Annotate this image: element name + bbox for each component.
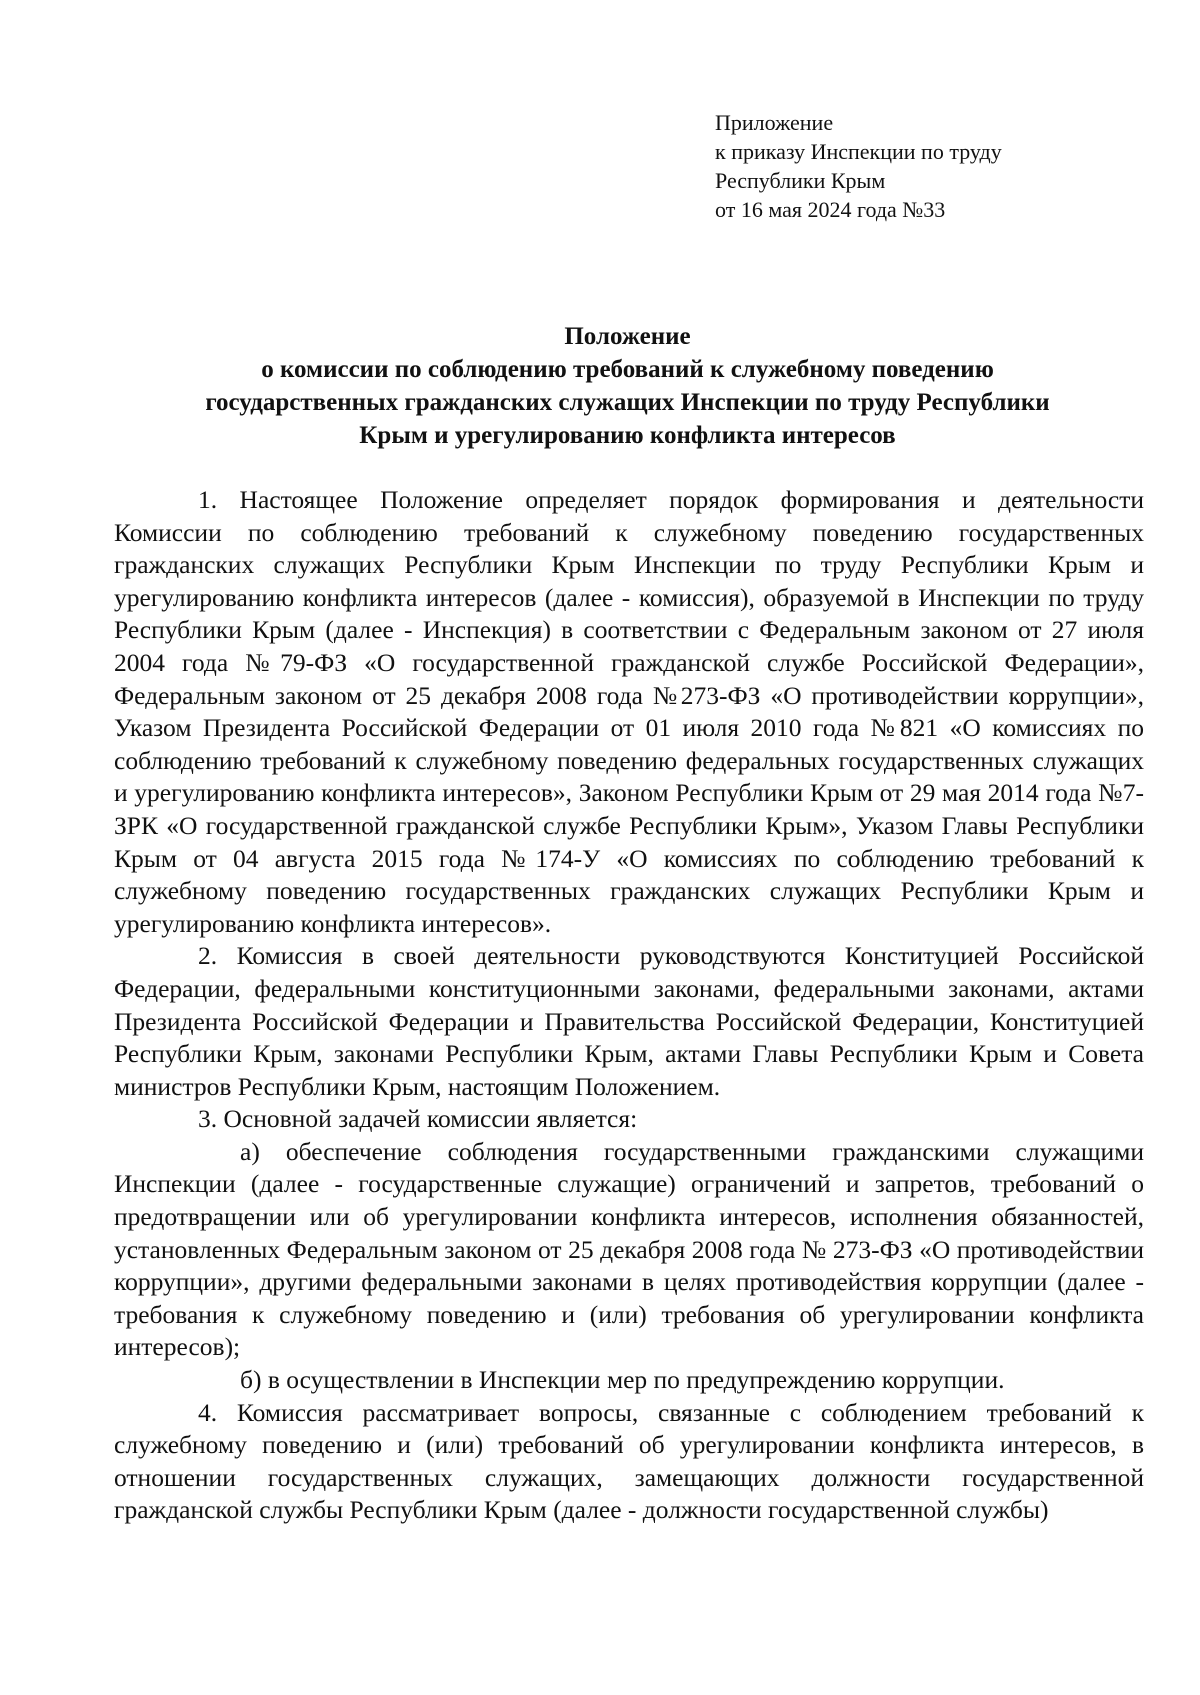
paragraph-3: 3. Основной задачей комиссии является: bbox=[198, 1104, 638, 1134]
appendix-header bbox=[715, 108, 1135, 224]
title-line-3: государственных гражданских служащих Инспекции по труду Республики bbox=[205, 389, 1050, 416]
appendix-line-4: от 16 мая 2024 года №33 bbox=[715, 197, 946, 222]
document-title bbox=[110, 320, 1145, 452]
appendix-line-2: к приказу Инспекции по труду bbox=[715, 139, 1002, 164]
paragraph-3b: б) в осуществлении в Инспекции мер по предупреждению коррупции. bbox=[240, 1365, 1005, 1395]
appendix-line-1: Приложение bbox=[715, 110, 834, 135]
paragraph-4: 4. Комиссия рассматривает вопросы, связанные с соблюдением требований к служебному поведению и (или) требований об урегулировании конфликта интересов, в отношении государственных служащих, замещающих должности государственной гражданской службы Республики Крым (далее - должности государственной службы) bbox=[114, 1397, 1144, 1525]
title-line-1: Положение bbox=[564, 323, 691, 350]
appendix-line-3: Республики Крым bbox=[715, 168, 886, 193]
title-line-4: Крым и урегулированию конфликта интересов bbox=[359, 422, 896, 449]
title-line-2: о комиссии по соблюдению требований к служебному поведению bbox=[261, 356, 994, 383]
document-body bbox=[114, 484, 1144, 1527]
paragraph-3a: а) обеспечение соблюдения государственными гражданскими служащими Инспекции (далее - государственные служащие) ограничений и запретов, требований о предотвращении или об урегулировании конфликта интересов, исполнения обязанностей, установленных Федеральным законом от 25 декабря 2008 года № 273-ФЗ «О противодействии коррупции», другими федеральными законами в целях противодействия коррупции (далее - требования к служебному поведению и (или) требования об урегулировании конфликта интересов); bbox=[114, 1136, 1144, 1362]
paragraph-2: 2. Комиссия в своей деятельности руководствуются Конституцией Российской Федерации, федеральными конституционными законами, федеральными законами, актами Президента Российской Федерации и Правительства Российской Федерации, Конституцией Республики Крым, законами Республики Крым, актами Главы Республики Крым и Совета министров Республики Крым, настоящим Положением. bbox=[114, 941, 1144, 1101]
paragraph-1: 1. Настоящее Положение определяет порядок формирования и деятельности Комиссии по соблюдению требований к служебному поведению государственных гражданских служащих Республики Крым Инспекции по труду Республики Крым и урегулированию конфликта интересов (далее - комиссия), образуемой в Инспекции по труду Республики Крым (далее - Инспекция) в соответствии с Федеральным законом от 27 июля 2004 года №79-ФЗ «О государственной гражданской службе Российской Федерации», Федеральным законом от 25 декабря 2008 года №273-ФЗ «О противодействии коррупции», Указом Президента Российской Федерации от 01 июля 2010 года №821 «О комиссиях по соблюдению требований к служебному поведению федеральных государственных служащих и урегулированию конфликта интересов», Законом Республики Крым от 29 мая 2014 года №7-ЗРК «О государственной гражданской службе Республики Крым», Указом Главы Республики Крым от 04 августа 2015 года №174-У «О комиссиях по соблюдению требований к служебному поведению государственных гражданских служащих Республики Крым и урегулированию конфликта интересов». bbox=[114, 485, 1144, 938]
